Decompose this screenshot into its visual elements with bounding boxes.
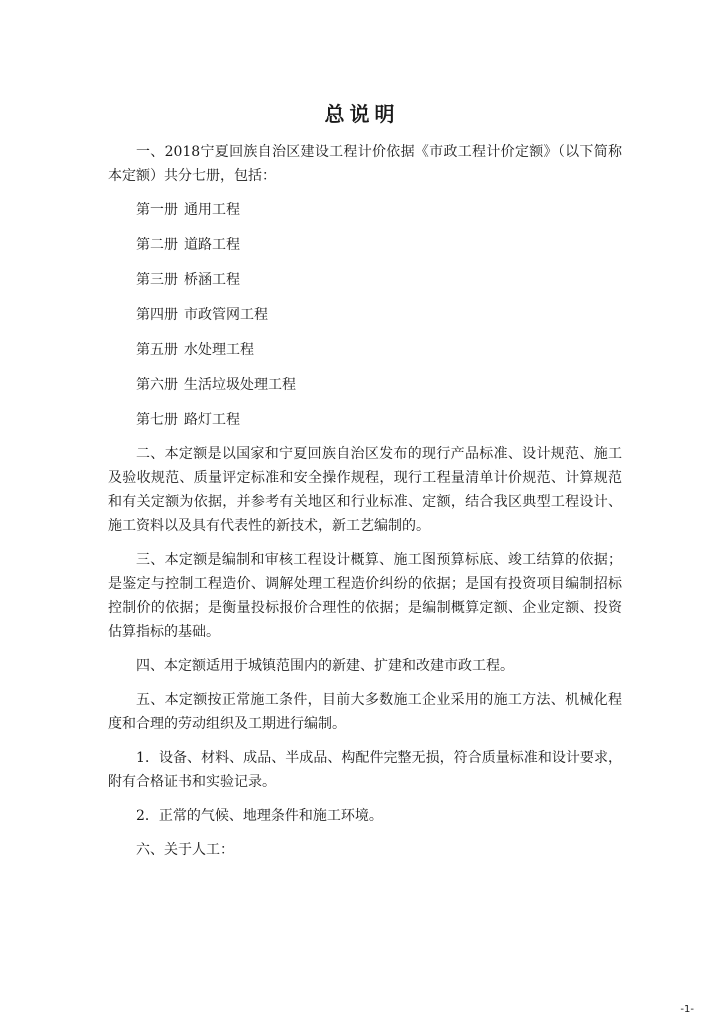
volume-number: 第四册 [136, 307, 178, 323]
volume-name: 路灯工程 [184, 412, 240, 428]
volume-name: 市政管网工程 [184, 307, 268, 323]
volume-item [108, 408, 622, 432]
volume-number: 第七册 [136, 412, 178, 428]
section-2: 二、本定额是以国家和宁夏回族自治区发布的现行产品标准、设计规范、施工及验收规范、质量评定标准和安全操作规程，现行工程量清单计价规范、计算规范和有关定额为依据，并参考有关地区和行业标准、定额，结合我区典型工程设计、施工资料以及具有代表性的新技术，新工艺编制的。 [108, 446, 622, 534]
volume-item [108, 198, 622, 222]
section-6: 六、关于人工： [136, 842, 234, 858]
volume-name: 通用工程 [184, 202, 240, 218]
volume-item [108, 268, 622, 292]
document-body [108, 140, 622, 862]
section-5-item-2: 2．正常的气候、地理条件和施工环境。 [136, 808, 383, 824]
volume-number: 第五册 [136, 342, 178, 358]
volume-number: 第三册 [136, 272, 178, 288]
volume-name: 道路工程 [184, 237, 240, 253]
section-4: 四、本定额适用于城镇范围内的新建、扩建和改建市政工程。 [136, 658, 514, 674]
volume-item [108, 373, 622, 397]
section-5: 五、本定额按正常施工条件，目前大多数施工企业采用的施工方法、机械化程度和合理的劳动组织及工期进行编制。 [108, 692, 622, 732]
section-1-intro: 一、2018宁夏回族自治区建设工程计价依据《市政工程计价定额》（以下简称本定额）共分七册，包括： [108, 144, 622, 184]
volume-name: 桥涵工程 [184, 272, 240, 288]
volume-number: 第二册 [136, 237, 178, 253]
volume-name: 水处理工程 [184, 342, 254, 358]
volume-item [108, 233, 622, 257]
volume-number: 第六册 [136, 377, 178, 393]
volume-item [108, 338, 622, 362]
volume-item [108, 303, 622, 327]
section-3: 三、本定额是编制和审核工程设计概算、施工图预算标底、竣工结算的依据；是鉴定与控制工程造价、调解处理工程造价纠纷的依据；是国有投资项目编制招标控制价的依据；是衡量投标报价合理性的依据；是编制概算定额、企业定额、投资估算指标的基础。 [108, 552, 622, 640]
page-number: -1- [680, 1004, 694, 1015]
section-5-item-1: 1．设备、材料、成品、半成品、构配件完整无损，符合质量标准和设计要求，附有合格证书和实验记录。 [108, 750, 622, 790]
volume-number: 第一册 [136, 202, 178, 218]
volume-name: 生活垃圾处理工程 [184, 377, 296, 393]
page-title: 总说明 [324, 102, 400, 126]
